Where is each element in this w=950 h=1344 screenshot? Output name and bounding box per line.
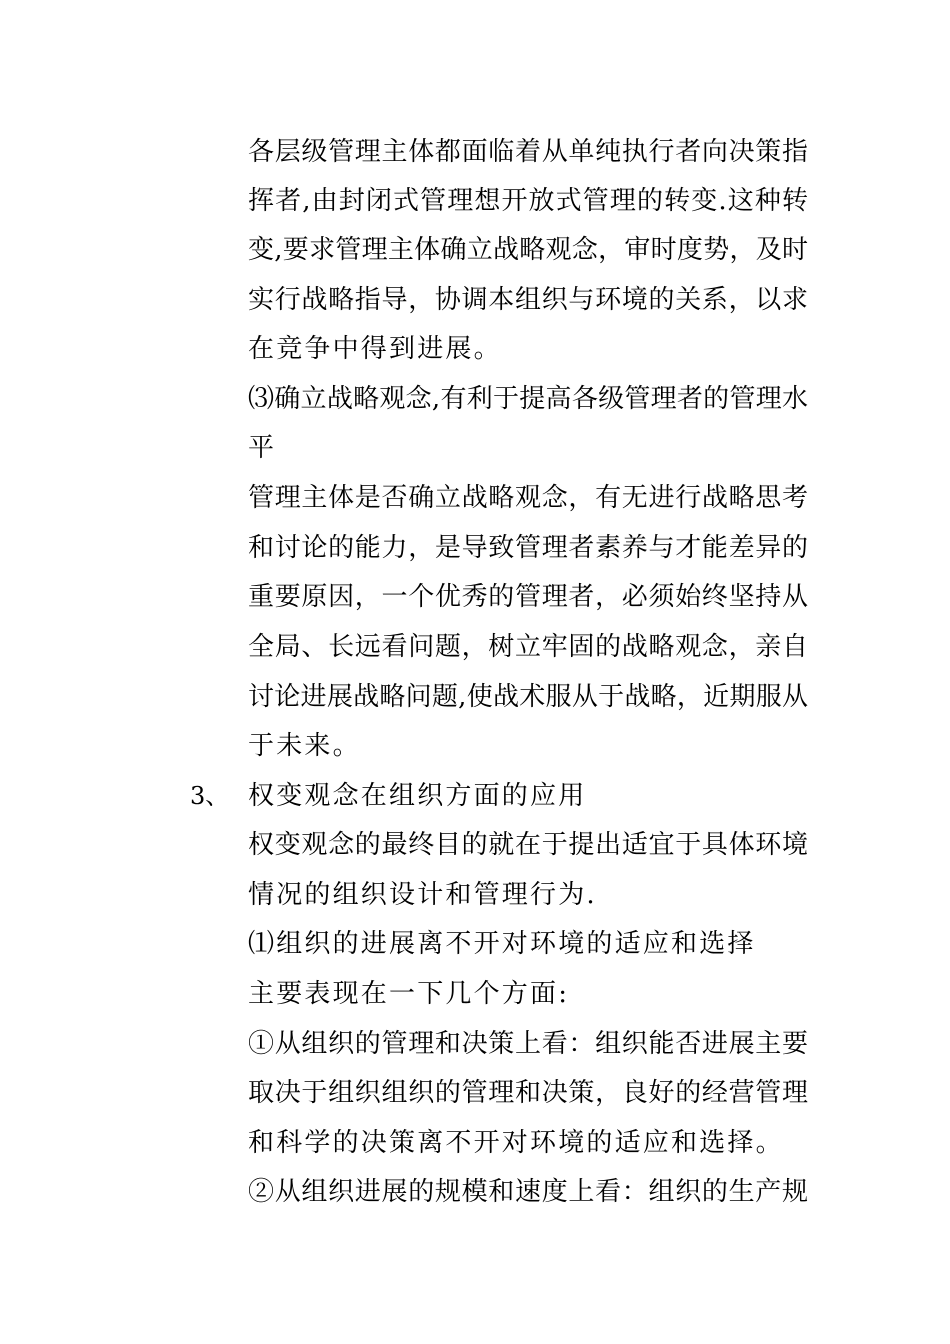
paragraph-line: 权变观念的最终目的就在于提出适宜于具体环境 — [248, 830, 808, 860]
paragraph-line: 主要表现在一下几个方面: — [248, 979, 570, 1009]
section-number: 3、 — [190, 782, 230, 810]
list-item-line: ②从组织进展的规模和速度上看：组织的生产规 — [248, 1177, 808, 1207]
paragraph-line: 管理主体是否确立战略观念，有无进行战略思考 — [248, 483, 808, 513]
subheading-line: ⑶确立战略观念,有利于提高各级管理者的管理水 — [248, 384, 808, 414]
subheading-line: 平 — [248, 433, 277, 463]
paragraph-line: 在竞争中得到进展。 — [248, 334, 502, 364]
paragraph-line: 情况的组织设计和管理行为. — [248, 880, 597, 910]
list-item-line: 和科学的决策离不开对环境的适应和选择。 — [248, 1128, 784, 1158]
paragraph-line: 讨论进展战略问题,使战术服从于战略，近期服从 — [248, 682, 808, 712]
subheading-line: ⑴组织的进展离不开对环境的适应和选择 — [248, 929, 756, 959]
paragraph-line: 挥者,由封闭式管理想开放式管理的转变.这种转 — [248, 186, 808, 216]
paragraph-line: 各层级管理主体都面临着从单纯执行者向决策指 — [248, 137, 808, 167]
list-item-line: 取决于组织组织的管理和决策，良好的经营管理 — [248, 1078, 808, 1108]
paragraph-line: 重要原因，一个优秀的管理者，必须始终坚持从 — [248, 582, 808, 612]
section-heading: 权变观念在组织方面的应用 — [248, 781, 587, 811]
paragraph-line: 变,要求管理主体确立战略观念，审时度势，及时 — [248, 235, 808, 265]
paragraph-line: 和讨论的能力，是导致管理者素养与才能差异的 — [248, 533, 808, 563]
paragraph-line: 实行战略指导，协调本组织与环境的关系，以求 — [248, 285, 808, 315]
paragraph-line: 于未来。 — [248, 731, 361, 761]
list-item-line: ①从组织的管理和决策上看：组织能否进展主要 — [248, 1029, 808, 1059]
paragraph-line: 全局、长远看问题，树立牢固的战略观念，亲自 — [248, 632, 808, 662]
